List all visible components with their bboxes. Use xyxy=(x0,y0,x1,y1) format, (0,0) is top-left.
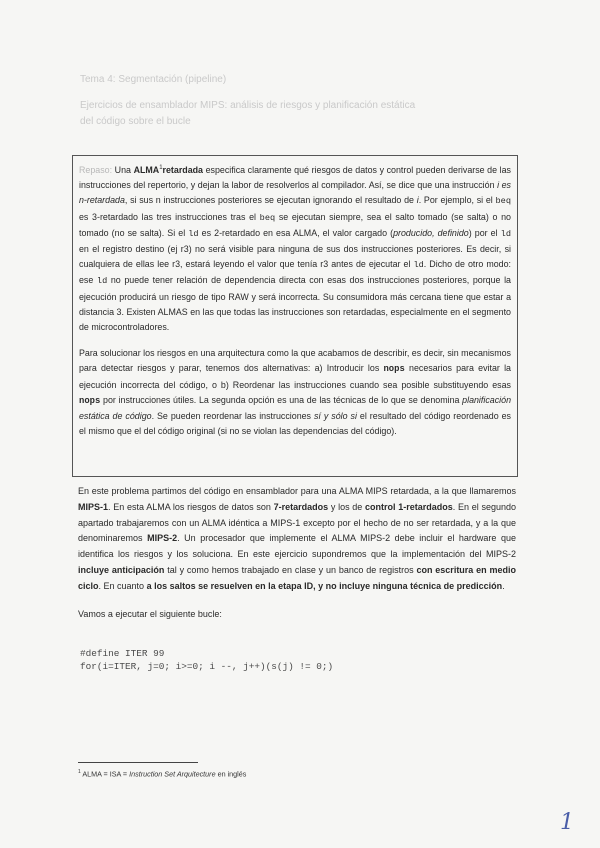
review-label: Repaso: xyxy=(79,164,113,175)
ld-keyword: ld xyxy=(96,276,108,287)
ld-keyword: ld xyxy=(500,228,511,239)
code-line-2: for(i=ITER, j=0; i>=0; i --, j++)(s(j) != 0;) xyxy=(80,661,334,672)
code-line-1: #define ITER 99 xyxy=(80,648,165,659)
ld-keyword: ld xyxy=(413,260,424,271)
mips2-term: MIPS-2 xyxy=(147,533,178,544)
header-line-3: del código sobre el bucle xyxy=(80,116,191,127)
page-number: 1 xyxy=(560,810,574,835)
alma-term: ALMA xyxy=(133,164,160,175)
beq-keyword: beq xyxy=(259,212,276,223)
header-line-1: Tema 4: Segmentación (pipeline) xyxy=(80,74,227,85)
footnote: $^1$ ALMA = ISA = Instruction Set Arquitecture en inglés xyxy=(78,769,247,779)
review-paragraph-1: Repaso: Una ALMA$^1$retardada especifica claramente qué riesgos de datos y control pueden derivarse de las instrucciones del repertorio, y dejan la labor de resolverlos al compilador. Así, se dice que una instrucción i es n-retardada, si sus n instrucciones posteriores se ejecutan ignorando el resultado de i. Por ejemplo, si el beq es 3-retardado las tres instrucciones tras el beq se ejecutan siempre, sea el salto tomado (se salta) o no tomado (no se salta). Si el ld es 2-retardado en esa ALMA, el valor cargado (producido, definido) por el ld en el registro destino (ej r3) no será visible para ninguna de sus dos instrucciones posteriores. Es decir, si cualquiera de ellas lee r3, estará leyendo el valor que tenía r3 antes de ejecutar el ld. Dicho de otro modo: ese ld no puede tener relación de dependencia directa con esas dos instrucciones posteriores, porque la ejecución producirá un riesgo de tipo RAW y será incorrecta. Su consumidora más cercana tiene que estar a distancia 3. Existen ALMAS en las que todas las instrucciones son retardadas, especialmente en el segmento de microcontroladores. xyxy=(79,164,511,332)
nops-keyword: nops xyxy=(383,364,405,375)
loop-lead: Vamos a ejecutar el siguiente bucle: xyxy=(78,608,222,619)
nops-keyword: nops xyxy=(79,395,101,406)
review-paragraph-2: Para solucionar los riesgos en una arquitectura como la que acabamos de describir, es decir, sin mecanismos para detectar riesgos y parar, tenemos dos alternativas: a) Introducir los nops necesarios para evitar la ejecución incorrecta del código, o b) Reordenar las instrucciones cuando sea posible substituyendo esas nops por instrucciones útiles. La segunda opción es una de las técnicas de lo que se denomina planificación estática de código. Se pueden reordenar las instrucciones sí y sólo si el resultado del código reordenado es el mismo que el del código original (si no se violan las dependencias del código). xyxy=(79,348,511,437)
footnote-rule xyxy=(78,762,198,763)
review-box xyxy=(72,155,518,477)
mips1-term: MIPS-1 xyxy=(78,501,109,512)
problem-statement xyxy=(78,484,516,622)
problem-paragraph: En este problema partimos del código en ensamblador para una ALMA MIPS retardada, a la que llamaremos MIPS-1. En esta ALMA los riesgos de datos son 7-retardados y los de control 1-retardados. En el segundo apartado trabajaremos con un ALMA idéntica a MIPS-1 excepto por el hecho de no ser retardada, y a la que denominaremos MIPS-2. Un procesador que implemente el ALMA MIPS-2 debe incluir el hardware que identifica los riesgos y los soluciona. En este ejercicio supondremos que la implementación del MIPS-2 incluye anticipación tal y como hemos trabajado en clase y un banco de registros con escritura en medio ciclo. En cuanto a los saltos se resuelven en la etapa ID, y no incluye ninguna técnica de predicción. xyxy=(78,486,517,591)
footnote-ref: 1 xyxy=(159,165,163,171)
beq-keyword: beq xyxy=(495,196,511,207)
faded-header xyxy=(80,72,520,130)
ld-keyword: ld xyxy=(188,228,199,239)
code-block xyxy=(80,647,333,673)
header-line-2: Ejercicios de ensamblador MIPS: análisis de riesgos y planificación estática xyxy=(80,100,416,111)
